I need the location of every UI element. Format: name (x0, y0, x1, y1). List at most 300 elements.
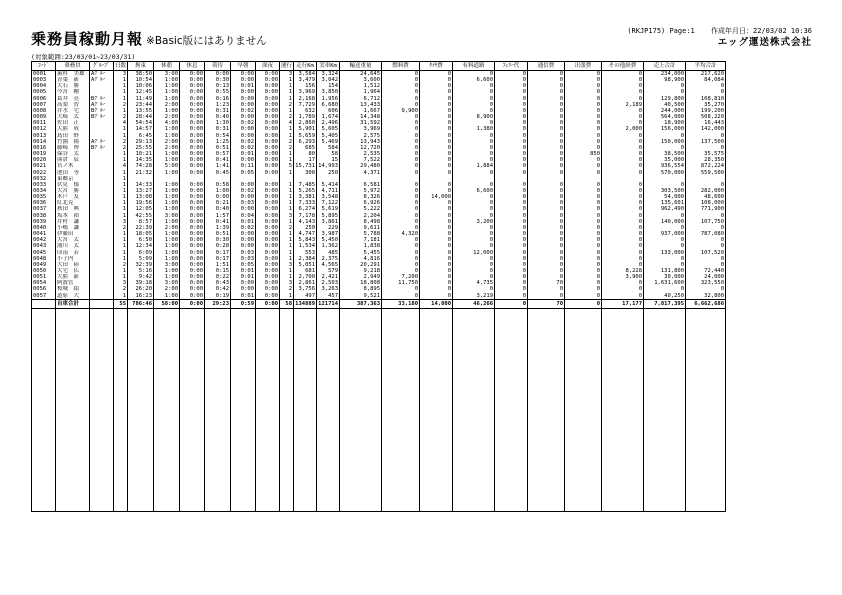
table-cell: 6,926 (340, 200, 382, 206)
table-cell (256, 504, 280, 512)
table-cell: 0 (382, 200, 420, 206)
table-cell: 0:40 (205, 114, 231, 120)
table-cell (602, 496, 644, 504)
table-cell: 0 (453, 206, 495, 212)
table-cell: 0:00 (180, 299, 205, 308)
table-cell: 2:00 (154, 225, 180, 231)
table-cell: 0 (495, 194, 528, 200)
table-cell (565, 354, 602, 362)
table-cell (231, 451, 256, 459)
table-cell: 0:02 (231, 139, 256, 145)
table-cell (256, 376, 280, 384)
table-cell: 0 (453, 89, 495, 95)
table-cell (382, 331, 420, 339)
table-cell: 1 (114, 182, 128, 188)
table-cell (495, 384, 528, 392)
table-cell: 2 (280, 102, 294, 108)
table-cell (32, 414, 56, 422)
table-cell: 0:00 (180, 83, 205, 89)
table-cell: 0 (602, 256, 644, 262)
table-cell (602, 331, 644, 339)
table-cell: 1:39 (205, 225, 231, 231)
table-cell: 0 (602, 194, 644, 200)
table-cell: 3 (280, 213, 294, 219)
table-cell: 0:00 (180, 243, 205, 249)
table-cell: 秋田 典 (56, 206, 90, 212)
table-cell: 0 (602, 114, 644, 120)
table-cell (565, 459, 602, 467)
table-cell: 5:09 (128, 256, 154, 262)
table-cell (231, 459, 256, 467)
table-cell: 7,817,395 (644, 299, 686, 308)
table-cell (528, 504, 565, 512)
column-header: ｸﾞﾙｰﾌﾟ (90, 62, 114, 71)
table-cell: 156 (294, 83, 317, 89)
table-cell: 3:00 (154, 71, 180, 78)
table-cell (294, 489, 317, 497)
table-cell (256, 459, 280, 467)
table-cell (382, 354, 420, 362)
table-cell (32, 361, 56, 369)
table-cell: 2 (114, 262, 128, 268)
table-cell: 0 (686, 262, 726, 268)
table-cell: 0 (495, 219, 528, 225)
table-cell (280, 444, 294, 452)
column-header: 有料道路 (453, 62, 495, 71)
table-cell: 0:00 (256, 237, 280, 243)
table-cell: 小嶋 謙 (56, 225, 90, 231)
table-cell: Aｸﾞﾙｰ (90, 77, 114, 83)
table-cell (180, 391, 205, 399)
table-cell (56, 481, 90, 489)
table-cell (528, 406, 565, 414)
company-name: エッグ運送株式会社 (717, 37, 812, 48)
table-cell: 0 (382, 102, 420, 108)
table-cell: 154 (317, 83, 340, 89)
report-title: 乗務員稼動月報 (31, 30, 144, 48)
table-cell (602, 421, 644, 429)
table-cell: 0 (528, 243, 565, 249)
table-cell: 0 (528, 151, 565, 157)
table-cell: 0 (495, 262, 528, 268)
table-cell (231, 466, 256, 474)
table-cell: 1 (280, 188, 294, 194)
table-cell: 0 (602, 200, 644, 206)
table-cell: 140,000 (644, 219, 686, 225)
table-cell (32, 376, 56, 384)
table-cell: 5,788 (340, 231, 382, 237)
report-code: (RKJP175) (627, 27, 666, 35)
table-cell (280, 451, 294, 459)
table-cell (205, 474, 231, 482)
table-cell: 1 (280, 206, 294, 212)
table-cell (90, 474, 114, 482)
table-cell: 26:20 (128, 286, 154, 292)
table-cell (128, 474, 154, 482)
table-cell: 0:00 (180, 151, 205, 157)
table-cell (294, 474, 317, 482)
report-table (31, 61, 726, 512)
table-cell (32, 466, 56, 474)
table-cell (56, 444, 90, 452)
table-cell: 80 (294, 151, 317, 157)
table-cell: 18:05 (128, 231, 154, 237)
table-cell: 0:00 (180, 102, 205, 108)
table-cell: 3:00 (154, 213, 180, 219)
table-cell (114, 361, 128, 369)
table-cell: 9,611 (340, 225, 382, 231)
table-cell: 0 (382, 151, 420, 157)
table-cell (420, 346, 453, 354)
table-cell (154, 316, 180, 324)
table-cell (420, 504, 453, 512)
table-cell (340, 489, 382, 497)
table-cell: 1 (114, 194, 128, 200)
table-cell: Aｸﾞﾙｰ (90, 71, 114, 78)
table-cell: 0:00 (231, 231, 256, 237)
table-cell (231, 489, 256, 497)
table-cell (114, 316, 128, 324)
table-cell: 2:00 (154, 145, 180, 151)
table-cell: 0 (528, 194, 565, 200)
table-cell: 0 (495, 213, 528, 219)
table-cell (56, 376, 90, 384)
table-cell (154, 489, 180, 497)
table-cell: 0 (495, 243, 528, 249)
table-cell: 40,500 (644, 102, 686, 108)
table-cell: 0:00 (231, 157, 256, 163)
table-cell: 0 (495, 206, 528, 212)
table-cell: 0 (565, 256, 602, 262)
table-cell (644, 444, 686, 452)
table-cell: 0 (565, 163, 602, 169)
table-cell (340, 406, 382, 414)
table-cell: 0:00 (180, 182, 205, 188)
table-cell: 1:00 (154, 83, 180, 89)
table-cell (154, 399, 180, 407)
table-cell (56, 436, 90, 444)
table-cell: 38,500 (644, 151, 686, 157)
table-cell: 0 (495, 256, 528, 262)
table-cell: 0 (495, 71, 528, 78)
table-cell (686, 308, 726, 316)
report-header-info (627, 26, 812, 48)
table-cell: 0 (602, 139, 644, 145)
table-cell: 1:00 (154, 157, 180, 163)
table-cell: 0 (565, 188, 602, 194)
table-cell: 17 (294, 157, 317, 163)
table-cell: 14,000 (420, 194, 453, 200)
table-cell (382, 406, 420, 414)
table-cell: 0 (420, 126, 453, 132)
table-cell (32, 406, 56, 414)
table-cell: 12:34 (128, 243, 154, 249)
table-cell (32, 331, 56, 339)
table-cell: 0022 (32, 170, 56, 176)
table-cell (294, 504, 317, 512)
table-cell: 564,000 (644, 114, 686, 120)
table-cell: 0 (382, 293, 420, 300)
table-cell (231, 474, 256, 482)
table-cell (205, 481, 231, 489)
empty-row (32, 354, 726, 362)
table-cell (90, 299, 114, 308)
table-cell: 1:51 (205, 262, 231, 268)
table-cell: 3,219 (453, 293, 495, 300)
table-cell: 1:00 (154, 274, 180, 280)
page-label: Page: (669, 27, 691, 35)
table-cell (382, 481, 420, 489)
table-cell (317, 324, 340, 332)
table-row (32, 293, 726, 300)
table-cell (114, 399, 128, 407)
table-cell: 4,747 (294, 231, 317, 237)
table-cell (128, 436, 154, 444)
table-cell: 0049 (32, 262, 56, 268)
table-cell: 2 (114, 139, 128, 145)
table-cell: 0:17 (205, 250, 231, 256)
table-cell (420, 331, 453, 339)
table-cell (528, 339, 565, 347)
table-cell: 3 (280, 262, 294, 268)
table-cell: 39:18 (128, 280, 154, 286)
table-cell: 3,969 (340, 126, 382, 132)
table-cell (180, 436, 205, 444)
table-cell: 234,000 (644, 71, 686, 78)
table-cell: 1 (280, 256, 294, 262)
table-cell: 0 (528, 231, 565, 237)
table-cell (565, 429, 602, 437)
table-cell (420, 324, 453, 332)
table-cell (340, 391, 382, 399)
table-cell (644, 369, 686, 377)
table-cell (180, 308, 205, 316)
table-cell: 0 (565, 293, 602, 300)
table-cell (565, 324, 602, 332)
table-cell: 1:00 (154, 256, 180, 262)
table-cell: 1 (280, 89, 294, 95)
table-cell (528, 451, 565, 459)
table-cell: 25:55 (128, 145, 154, 151)
table-cell (231, 316, 256, 324)
table-cell (90, 421, 114, 429)
table-cell (256, 414, 280, 422)
table-cell (205, 459, 231, 467)
table-cell (644, 406, 686, 414)
table-cell: 0 (420, 157, 453, 163)
table-cell: 2 (280, 139, 294, 145)
table-cell: 0:00 (256, 274, 280, 280)
table-cell: 1,674 (317, 114, 340, 120)
table-cell: 1,631,600 (644, 280, 686, 286)
table-cell: 0 (528, 71, 565, 78)
table-cell (317, 481, 340, 489)
table-cell: 道原 大 (56, 293, 90, 300)
table-cell: 681 (294, 268, 317, 274)
table-cell: 0 (495, 102, 528, 108)
column-header: 深夜 (256, 62, 280, 71)
table-cell (644, 436, 686, 444)
column-header: 運行 (281, 63, 293, 69)
table-cell: 54:54 (128, 120, 154, 126)
table-cell (114, 496, 128, 504)
table-cell: 0:00 (256, 188, 280, 194)
table-cell (114, 384, 128, 392)
table-cell: 2,384 (294, 256, 317, 262)
table-cell (32, 421, 56, 429)
table-cell: 1 (280, 157, 294, 163)
table-cell: 4,711 (317, 188, 340, 194)
table-cell: 2,168 (294, 96, 317, 102)
table-cell (565, 384, 602, 392)
table-cell: 35,575 (686, 151, 726, 157)
table-cell (32, 308, 56, 316)
table-cell: 0 (420, 206, 453, 212)
table-cell (231, 361, 256, 369)
table-cell (256, 444, 280, 452)
table-cell: 1 (280, 194, 294, 200)
table-cell: 0:00 (256, 268, 280, 274)
table-cell (382, 399, 420, 407)
table-cell (382, 429, 420, 437)
table-cell: 0 (382, 182, 420, 188)
table-cell (280, 324, 294, 332)
table-cell (495, 324, 528, 332)
table-cell: 937,000 (644, 231, 686, 237)
table-cell: 宮ノ木 (56, 163, 90, 169)
table-cell (495, 414, 528, 422)
table-cell (56, 399, 90, 407)
table-cell: 10:06 (128, 83, 154, 89)
table-cell: 4,735 (453, 280, 495, 286)
table-cell: 129,800 (644, 96, 686, 102)
table-cell (495, 466, 528, 474)
empty-row (32, 429, 726, 437)
table-cell: 0 (382, 250, 420, 256)
table-cell (154, 444, 180, 452)
table-cell (128, 384, 154, 392)
table-cell: 0:00 (256, 243, 280, 249)
table-cell (294, 481, 317, 489)
table-cell (420, 354, 453, 362)
table-cell: 小子内 (56, 256, 90, 262)
table-cell: 0 (565, 237, 602, 243)
table-cell: 1 (280, 268, 294, 274)
table-cell: 0:00 (256, 145, 280, 151)
empty-row (32, 421, 726, 429)
table-cell (644, 361, 686, 369)
table-cell (205, 324, 231, 332)
table-cell: 14:35 (128, 157, 154, 163)
table-cell: 0 (686, 182, 726, 188)
table-cell: 1:00 (154, 151, 180, 157)
table-cell: 1:41 (205, 163, 231, 169)
table-cell (382, 466, 420, 474)
table-cell (602, 308, 644, 316)
table-cell: 0 (565, 126, 602, 132)
table-cell: 1 (280, 200, 294, 206)
table-cell (602, 451, 644, 459)
table-cell: 134889 (295, 300, 316, 307)
table-cell (280, 361, 294, 369)
table-cell (686, 489, 726, 497)
table-cell (90, 429, 114, 437)
table-cell (294, 429, 317, 437)
table-cell (154, 481, 180, 489)
table-cell (495, 496, 528, 504)
column-header: 通信費 (528, 62, 565, 71)
table-cell (180, 481, 205, 489)
table-cell (528, 391, 565, 399)
table-cell (294, 384, 317, 392)
table-cell (90, 496, 114, 504)
table-cell: 14:33 (128, 182, 154, 188)
table-cell: 0:00 (180, 170, 205, 176)
table-cell: 0:40 (205, 206, 231, 212)
table-cell (317, 496, 340, 504)
table-cell: 6,600 (453, 188, 495, 194)
table-cell: 1 (114, 231, 128, 237)
table-cell (565, 436, 602, 444)
table-cell: 印南 若 (56, 250, 90, 256)
table-cell: 0054 (32, 280, 56, 286)
table-cell: 0 (453, 194, 495, 200)
table-cell: 1 (280, 83, 294, 89)
table-cell (602, 504, 644, 512)
table-cell: 0 (602, 250, 644, 256)
table-cell: 13:27 (128, 188, 154, 194)
table-cell (686, 436, 726, 444)
table-cell: 0:31 (205, 126, 231, 132)
table-cell: 0 (495, 225, 528, 231)
table-cell (340, 369, 382, 377)
table-cell: 150,000 (644, 139, 686, 145)
table-cell: 1 (114, 237, 128, 243)
table-cell (294, 459, 317, 467)
table-cell (528, 354, 565, 362)
table-cell (114, 354, 128, 362)
table-cell: 0:00 (231, 114, 256, 120)
table-cell (686, 481, 726, 489)
table-cell: 0:59 (231, 299, 256, 308)
table-cell (114, 346, 128, 354)
table-cell: 0:11 (231, 163, 256, 169)
table-cell: 1 (280, 293, 294, 300)
table-cell (340, 504, 382, 512)
table-cell (90, 481, 114, 489)
table-cell: 0 (420, 262, 453, 268)
table-cell: 5:00 (154, 163, 180, 169)
table-cell: 1 (280, 219, 294, 225)
table-cell (382, 339, 420, 347)
table-cell (453, 324, 495, 332)
table-cell (205, 444, 231, 452)
table-cell: 井水 宅 (56, 108, 90, 114)
table-cell (382, 496, 420, 504)
table-cell (644, 421, 686, 429)
table-cell (565, 331, 602, 339)
table-cell: 0:02 (231, 188, 256, 194)
table-cell (114, 481, 128, 489)
table-cell (453, 316, 495, 324)
table-cell: 2,535 (340, 151, 382, 157)
table-cell: 0 (420, 71, 453, 78)
table-cell: 0:00 (231, 71, 256, 78)
table-cell (340, 339, 382, 347)
table-cell (32, 299, 56, 308)
table-cell (644, 384, 686, 392)
table-cell: 6:50 (128, 237, 154, 243)
